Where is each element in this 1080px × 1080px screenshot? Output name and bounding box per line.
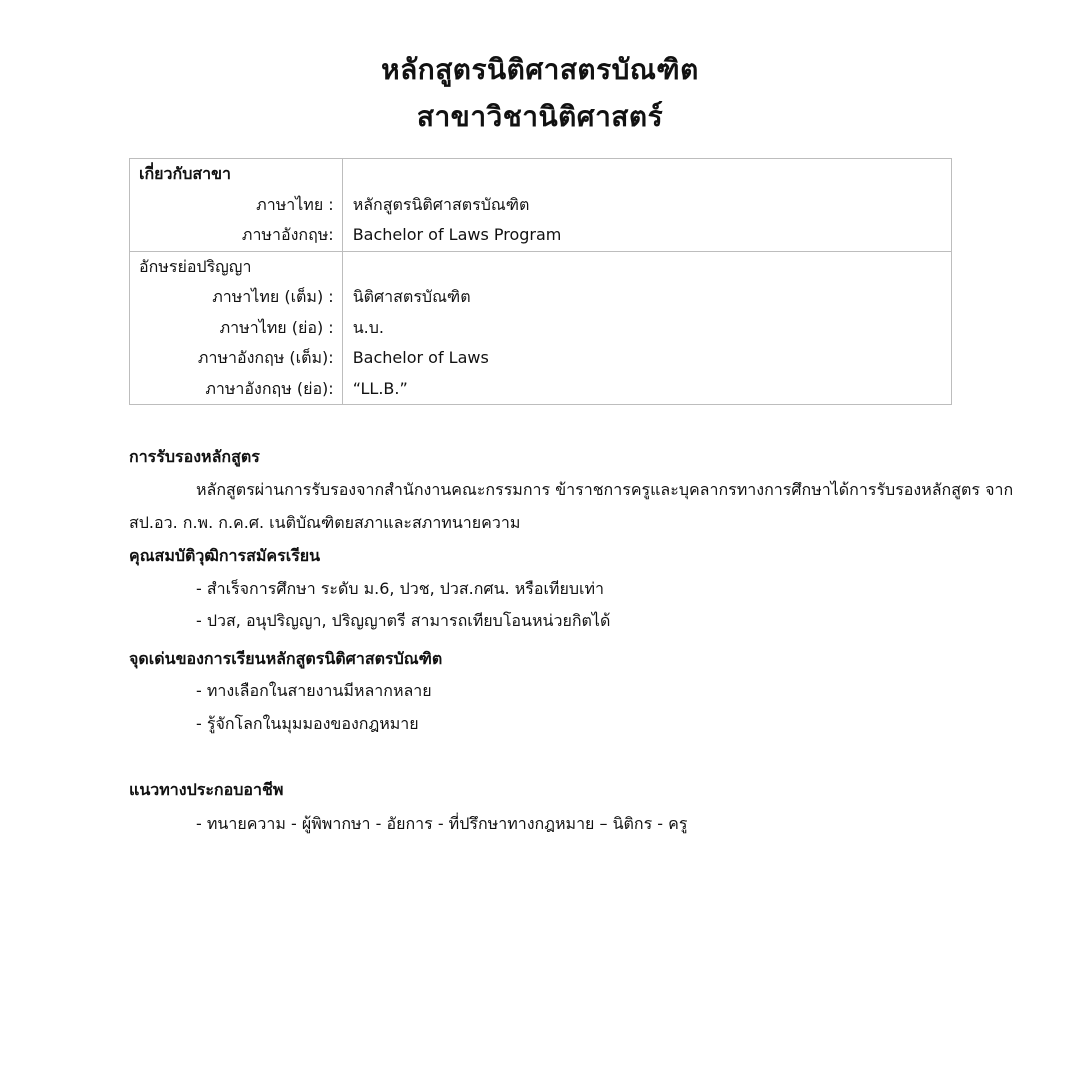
highlight-item: - ทางเลือกในสายงานมีหลากหลาย	[196, 681, 432, 700]
program-info-table	[129, 158, 952, 405]
accreditation-text-line1: หลักสูตรผ่านการรับรองจากสำนักงานคณะกรรมการ ข้าราชการครูและบุคลากรทางการศึกษาได้การรับรองหลักสูตร จาก	[196, 480, 1014, 499]
highlights-heading: จุดเด่นของการเรียนหลักสูตรนิติศาสตรบัณฑิต	[129, 649, 443, 668]
degree-value-spacer	[343, 252, 951, 283]
degree-value-english-abbr: “LL.B.”	[352, 378, 408, 398]
accreditation-text-line2: สป.อว. ก.พ. ก.ค.ศ. เนติบัณฑิตยสภาและสภาทนายความ	[129, 513, 521, 532]
degree-labels-cell	[130, 251, 343, 405]
about-heading: เกี่ยวกับสาขา	[139, 164, 232, 183]
degree-value-english-full: Bachelor of Laws	[352, 348, 489, 367]
about-labels-cell	[130, 159, 343, 252]
about-value-english: Bachelor of Laws Program	[352, 225, 562, 244]
degree-heading: อักษรย่อปริญญา	[139, 256, 252, 276]
qualifications-heading: คุณสมบัติวุฒิการสมัครเรียน	[129, 546, 321, 565]
careers-heading: แนวทางประกอบอาชีพ	[129, 780, 284, 799]
about-section-row	[130, 159, 952, 252]
accreditation-heading: การรับรองหลักสูตร	[129, 447, 260, 466]
qualification-item: - สำเร็จการศึกษา ระดับ ม.6, ปวช, ปวส.กศน. หรือเทียบเท่า	[196, 579, 604, 598]
degree-label-thai-abbr: ภาษาไทย (ย่อ) :	[219, 317, 334, 337]
degree-value-thai-full: นิติศาสตรบัณฑิต	[352, 287, 471, 306]
page-subtitle: สาขาวิชานิติศาสตร์	[416, 100, 664, 133]
about-value-spacer	[343, 159, 951, 190]
qualification-item: - ปวส, อนุปริญญา, ปริญญาตรี สามารถเทียบโอนหน่วยกิตได้	[196, 611, 611, 630]
degree-label-english-abbr: ภาษาอังกฤษ (ย่อ):	[205, 378, 334, 398]
degree-label-english-full: ภาษาอังกฤษ (เต็ม):	[197, 348, 334, 367]
degree-values-cell	[342, 251, 951, 405]
about-label-english: ภาษาอังกฤษ:	[241, 225, 334, 244]
highlight-item: - รู้จักโลกในมุมมองของกฎหมาย	[196, 714, 419, 733]
about-values-cell	[342, 159, 951, 252]
page-title: หลักสูตรนิติศาสตรบัณฑิต	[381, 53, 699, 86]
about-value-thai: หลักสูตรนิติศาสตรบัณฑิต	[352, 194, 530, 214]
degree-value-thai-abbr: น.บ.	[352, 317, 384, 337]
degree-section-row	[130, 251, 952, 405]
career-item: - ทนายความ - ผู้พิพากษา - อัยการ - ที่ปรึกษาทางกฎหมาย – นิติกร - ครู	[196, 814, 688, 833]
degree-label-thai-full: ภาษาไทย (เต็ม) :	[212, 287, 334, 306]
about-label-thai: ภาษาไทย :	[256, 194, 334, 214]
